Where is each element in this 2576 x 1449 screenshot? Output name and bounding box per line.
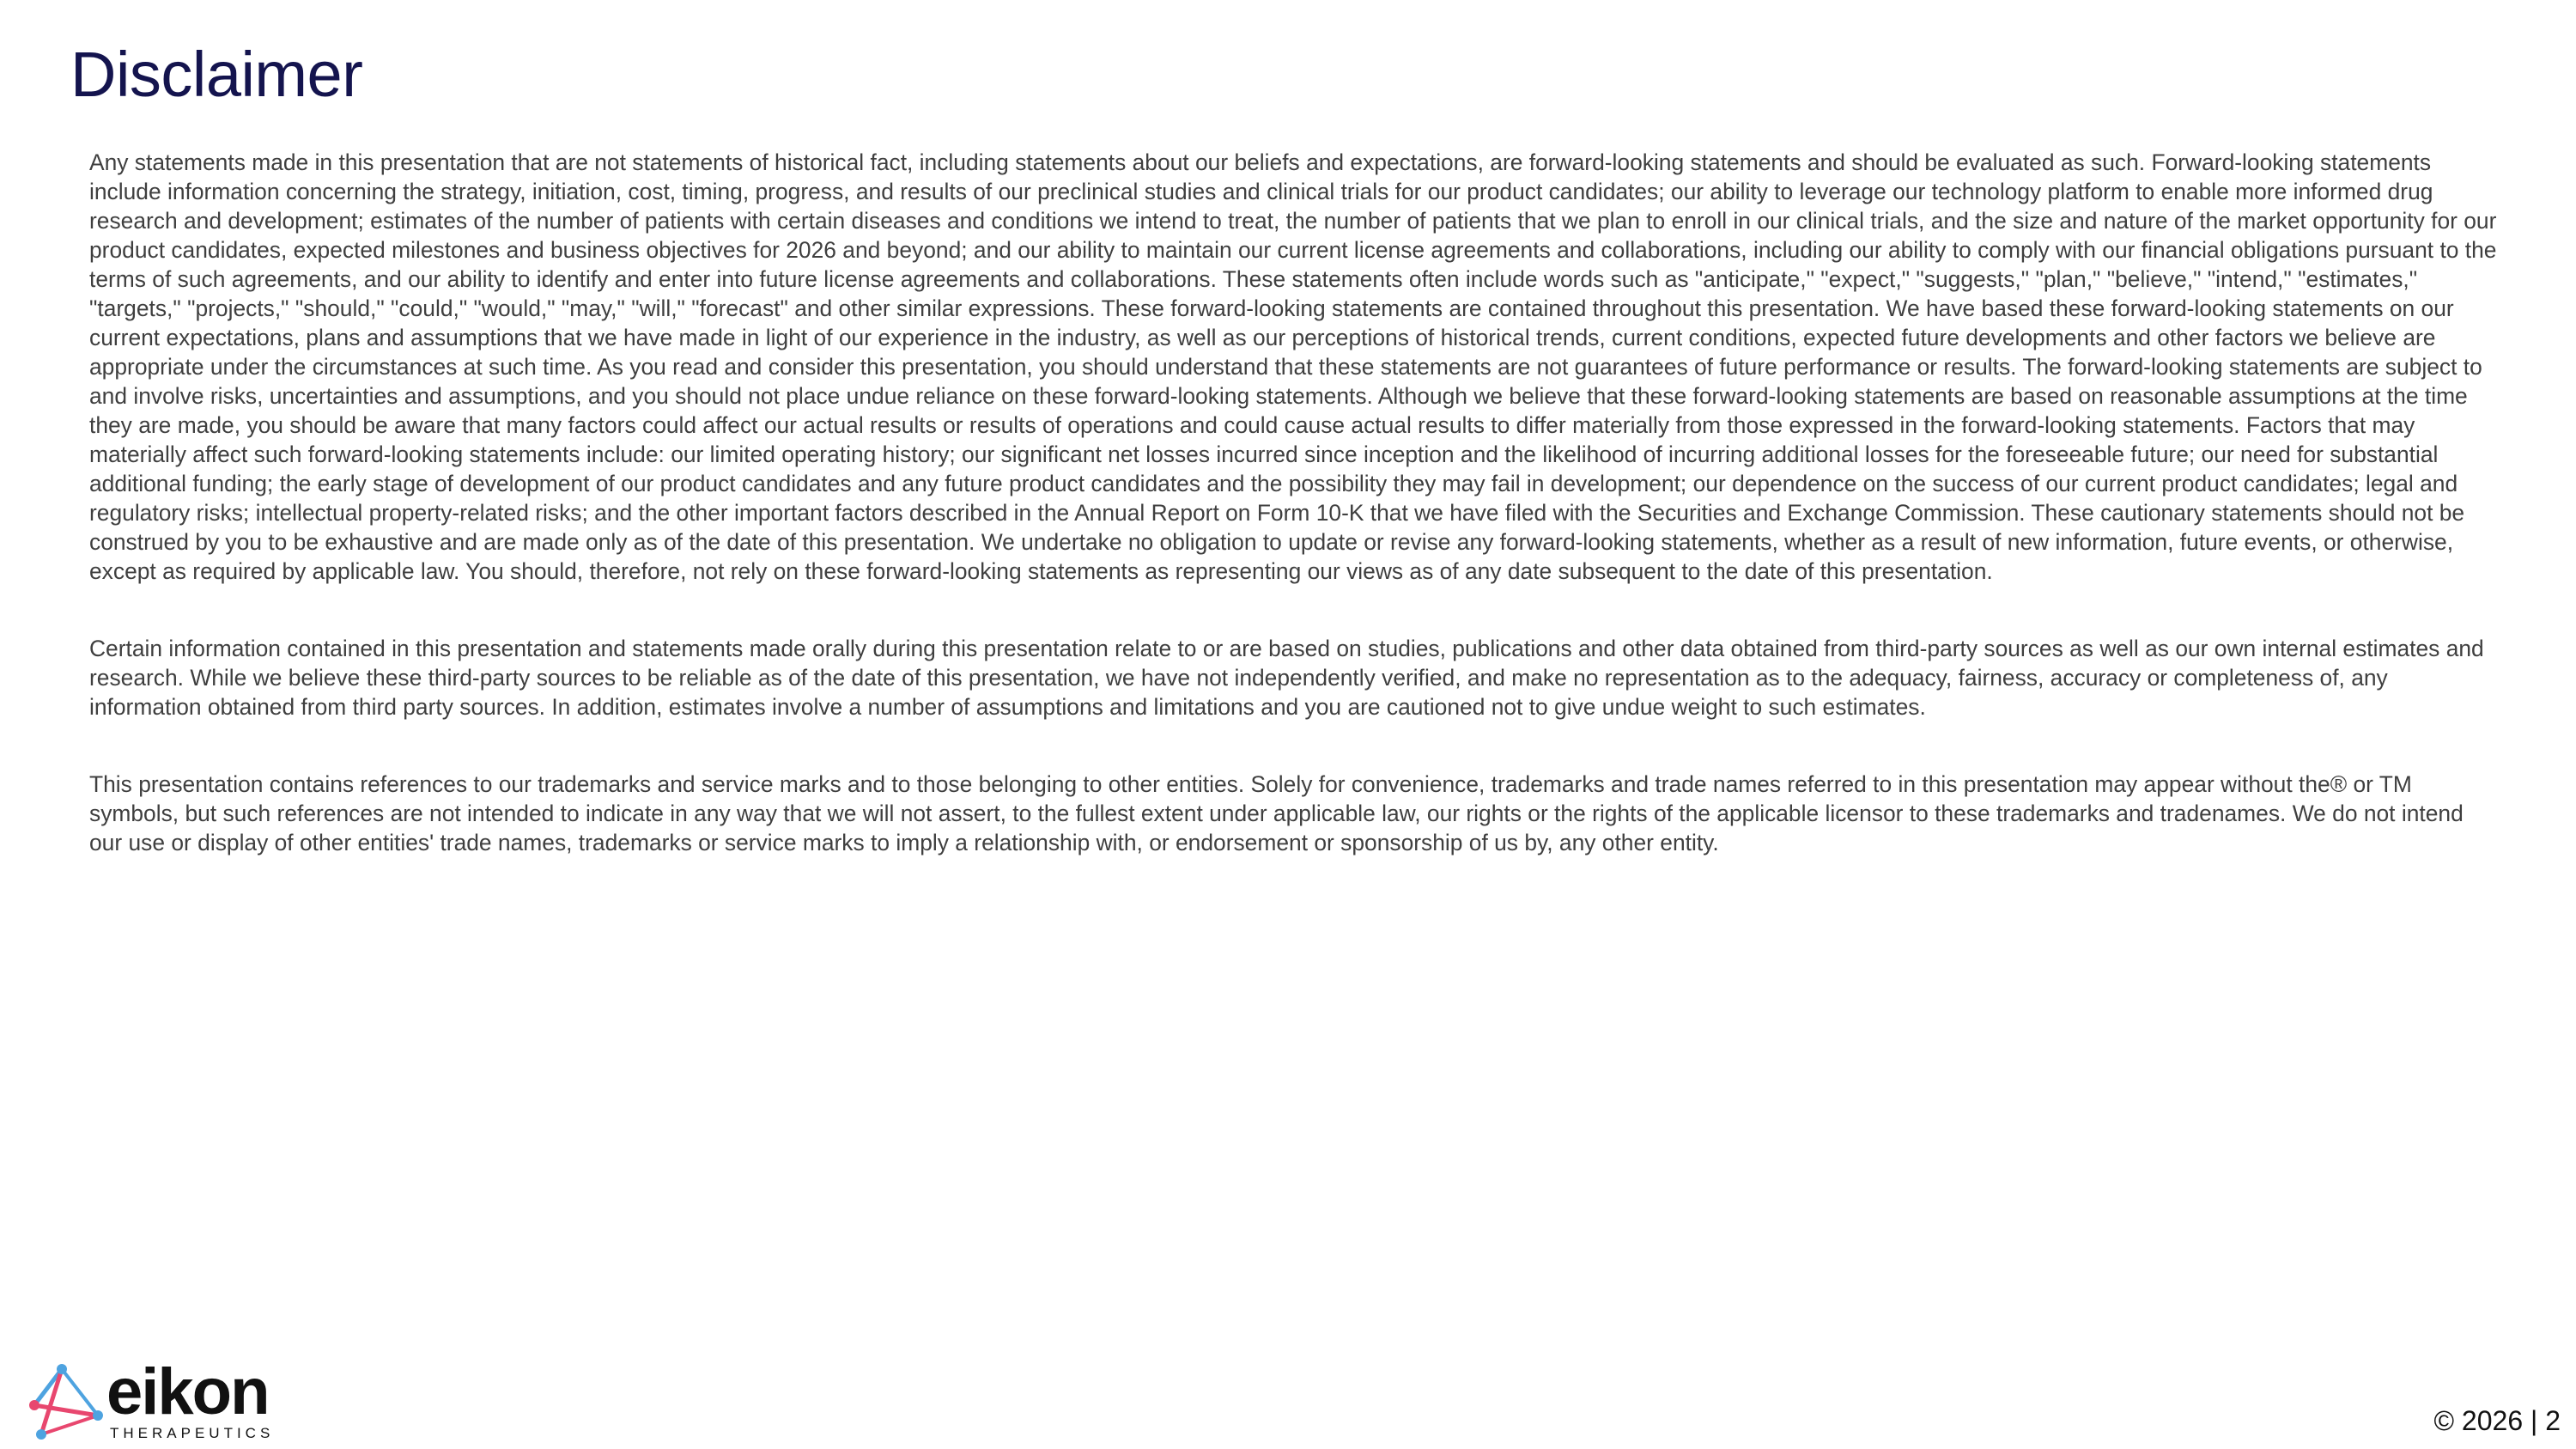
page-title: Disclaimer — [70, 39, 363, 110]
logo-wordmark: eikon — [106, 1355, 269, 1428]
disclaimer-body — [89, 148, 2502, 905]
logo-tagline: THERAPEUTICS — [110, 1425, 275, 1441]
disclaimer-paragraph-third-party: Certain information contained in this presentation and statements made orally during this presentation relate to or are based on studies, publications and other data obtained from third-party sources as well as our own internal estimates and research. While we believe these third-party sources to be reliable as of the date of this presentation, we have not independently verified, and make no representation as to the adequacy, fairness, accuracy or completeness of, any information obtained from third party sources. In addition, estimates involve a number of assumptions and limitations and you are cautioned not to give undue weight to such estimates. — [89, 636, 2484, 720]
footer-copyright-page-number: © 2026 | 2 — [2433, 1405, 2561, 1436]
eikon-logo — [24, 1355, 299, 1441]
molecule-icon — [29, 1364, 103, 1440]
disclaimer-paragraph-forward-looking: Any statements made in this presentation that are not statements of historical fact, including statements about our beliefs and expectations, are forward-looking statements and should be evaluated as such. Forward-looking statements include information concerning the strategy, initiation, cost, timing, progress, and results of our preclinical studies and clinical trials for our product candidates; our ability to leverage our technology platform to enable more informed drug research and development; estimates of the number of patients with certain diseases and conditions we intend to treat, the number of patients that we plan to enroll in our clinical trials, and the size and nature of the market opportunity for our product candidates, expected milestones and business objectives for 2026 and beyond; and our ability to maintain our current license agreements and collaborations, including our ability to comply with our financial obligations pursuant to the terms of such agreements, and our ability to identify and enter into future license agreements and collaborations. These statements often include words such as "anticipate," "expect," "suggests," "plan," "believe," "intend," "estimates," "targets," "projects," "should," "could," "would," "may," "will," "forecast" and other similar expressions. These forward-looking statements are contained throughout this presentation. We have based these forward-looking statements on our current expectations, plans and assumptions that we have made in light of our experience in the industry, as well as our perceptions of historical trends, current conditions, expected future developments and other factors we believe are appropriate under the circumstances at such time. As you read and consider this presentation, you should understand that these statements are not guarantees of future performance or results. The forward-looking statements are subject to and involve risks, uncertainties and assumptions, and you should not place undue reliance on these forward-looking statements. Although we believe that these forward-looking statements are based on reasonable assumptions at the time they are made, you should be aware that many factors could affect our actual results or results of operations and could cause actual results to differ materially from those expressed in the forward-looking statements. Factors that may materially affect such forward-looking statements include: our limited operating history; our significant net losses incurred since inception and the likelihood of incurring additional losses for the foreseeable future; our need for substantial additional funding; the early stage of development of our product candidates and any future product candidates and the possibility they may fail in development; our dependence on the success of our current product candidates; legal and regulatory risks; intellectual property-related risks; and the other important factors described in the Annual Report on Form 10-K that we have filed with the Securities and Exchange Commission. These cautionary statements should not be construed by you to be exhaustive and are made only as of the date of this presentation. We undertake no obligation to update or revise any forward-looking statements, whether as a result of new information, future events, or otherwise, except as required by applicable law. You should, therefore, not rely on these forward-looking statements as representing our views as of any date subsequent to the date of this presentation. — [89, 149, 2497, 584]
disclaimer-paragraph-trademarks: This presentation contains references to our trademarks and service marks and to those belonging to other entities. Solely for convenience, trademarks and trade names referred to in this presentation may appear without the® or TM symbols, but such references are not intended to indicate in any way that we will not assert, to the fullest extent under applicable law, our rights or the rights of the applicable licensor to these trademarks and tradenames. We do not intend our use or display of other entities' trade names, trademarks or service marks to imply a relationship with, or endorsement or sponsorship of us by, any other entity. — [89, 771, 2464, 855]
